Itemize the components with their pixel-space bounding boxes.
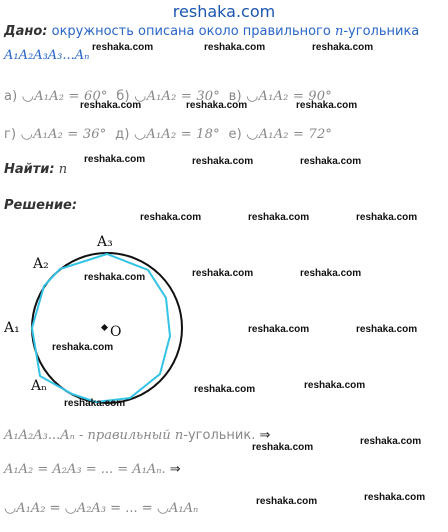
option-arc: A₁A₂ = 18° [146,127,220,142]
watermark: reshaka.com [248,324,310,335]
option-arc: A₁A₂ = 30° [146,89,220,104]
option-label: в) [228,89,242,104]
inscribed-polygon-figure [0,226,200,416]
option-arc: A₁A₂ = 60° [34,89,108,104]
watermark: reshaka.com [204,42,266,53]
option-label: е) [228,127,242,142]
watermark: reshaka.com [192,156,254,167]
option-arc: A₁A₂ = 90° [258,89,332,104]
watermark: reshaka.com [300,156,362,167]
watermark: reshaka.com [64,398,126,409]
label-an: Aₙ [31,378,48,394]
watermark: reshaka.com [92,42,154,53]
watermark: reshaka.com [192,268,254,279]
watermark: reshaka.com [80,100,142,111]
watermark: reshaka.com [360,436,422,447]
find-value: n [58,162,68,177]
watermark: reshaka.com [356,212,418,223]
find-label: Найти: [4,162,55,177]
watermark: reshaka.com [140,212,202,223]
options-row-2: г) ◡A₁A₂ = 36° д) ◡A₁A₂ = 18° е) ◡A₁A₂ = 72° [4,126,333,142]
options-row-1: а) ◡A₁A₂ = 60° б) ◡A₁A₂ = 30° в) ◡A₁A₂ = 90° [4,88,332,104]
option-label: г) [4,127,17,142]
given-n: n [334,24,344,39]
label-o: O [110,324,122,340]
given-polygon: A₁A₂A₃A₃...Aₙ [4,48,90,63]
center-point [101,324,108,331]
watermark: reshaka.com [364,492,426,503]
watermark: reshaka.com [248,212,310,223]
watermark: reshaka.com [256,496,318,507]
site-title: reshaka.com [172,2,276,21]
watermark: reshaka.com [186,100,248,111]
find-line [4,162,67,177]
given-text: окружность описана около правильного [51,24,331,39]
watermark: reshaka.com [304,380,366,391]
step-2: A₁A₂ = A₂A₃ = ... = A₁Aₙ. ⇒ [4,462,181,477]
given-suffix: -угольника [343,24,420,39]
given-line [4,24,419,39]
watermark: reshaka.com [300,268,362,279]
option-arc: A₁A₂ = 36° [33,127,107,142]
option-label: б) [116,89,130,104]
watermark: reshaka.com [84,154,146,165]
option-label: а) [4,89,18,104]
watermark: reshaka.com [52,342,114,353]
label-a2: A₂ [33,256,49,272]
label-a3: A₃ [97,234,113,250]
option-label: д) [115,127,130,142]
step-3: ◡A₁A₂ = ◡A₂A₃ = ... = ◡A₁Aₙ [4,500,199,516]
label-a1: A₁ [4,320,20,336]
watermark: reshaka.com [312,42,374,53]
watermark: reshaka.com [252,442,314,453]
given-label: Дано: [4,24,48,39]
watermark: reshaka.com [84,272,146,283]
watermark: reshaka.com [356,324,418,335]
option-arc: A₁A₂ = 72° [258,127,333,142]
watermark: reshaka.com [194,384,256,395]
solution-label: Решение: [4,198,78,213]
watermark: reshaka.com [296,100,358,111]
step-1: A₁A₂A₃...Aₙ - правильный n-угольник. ⇒ [4,428,271,443]
